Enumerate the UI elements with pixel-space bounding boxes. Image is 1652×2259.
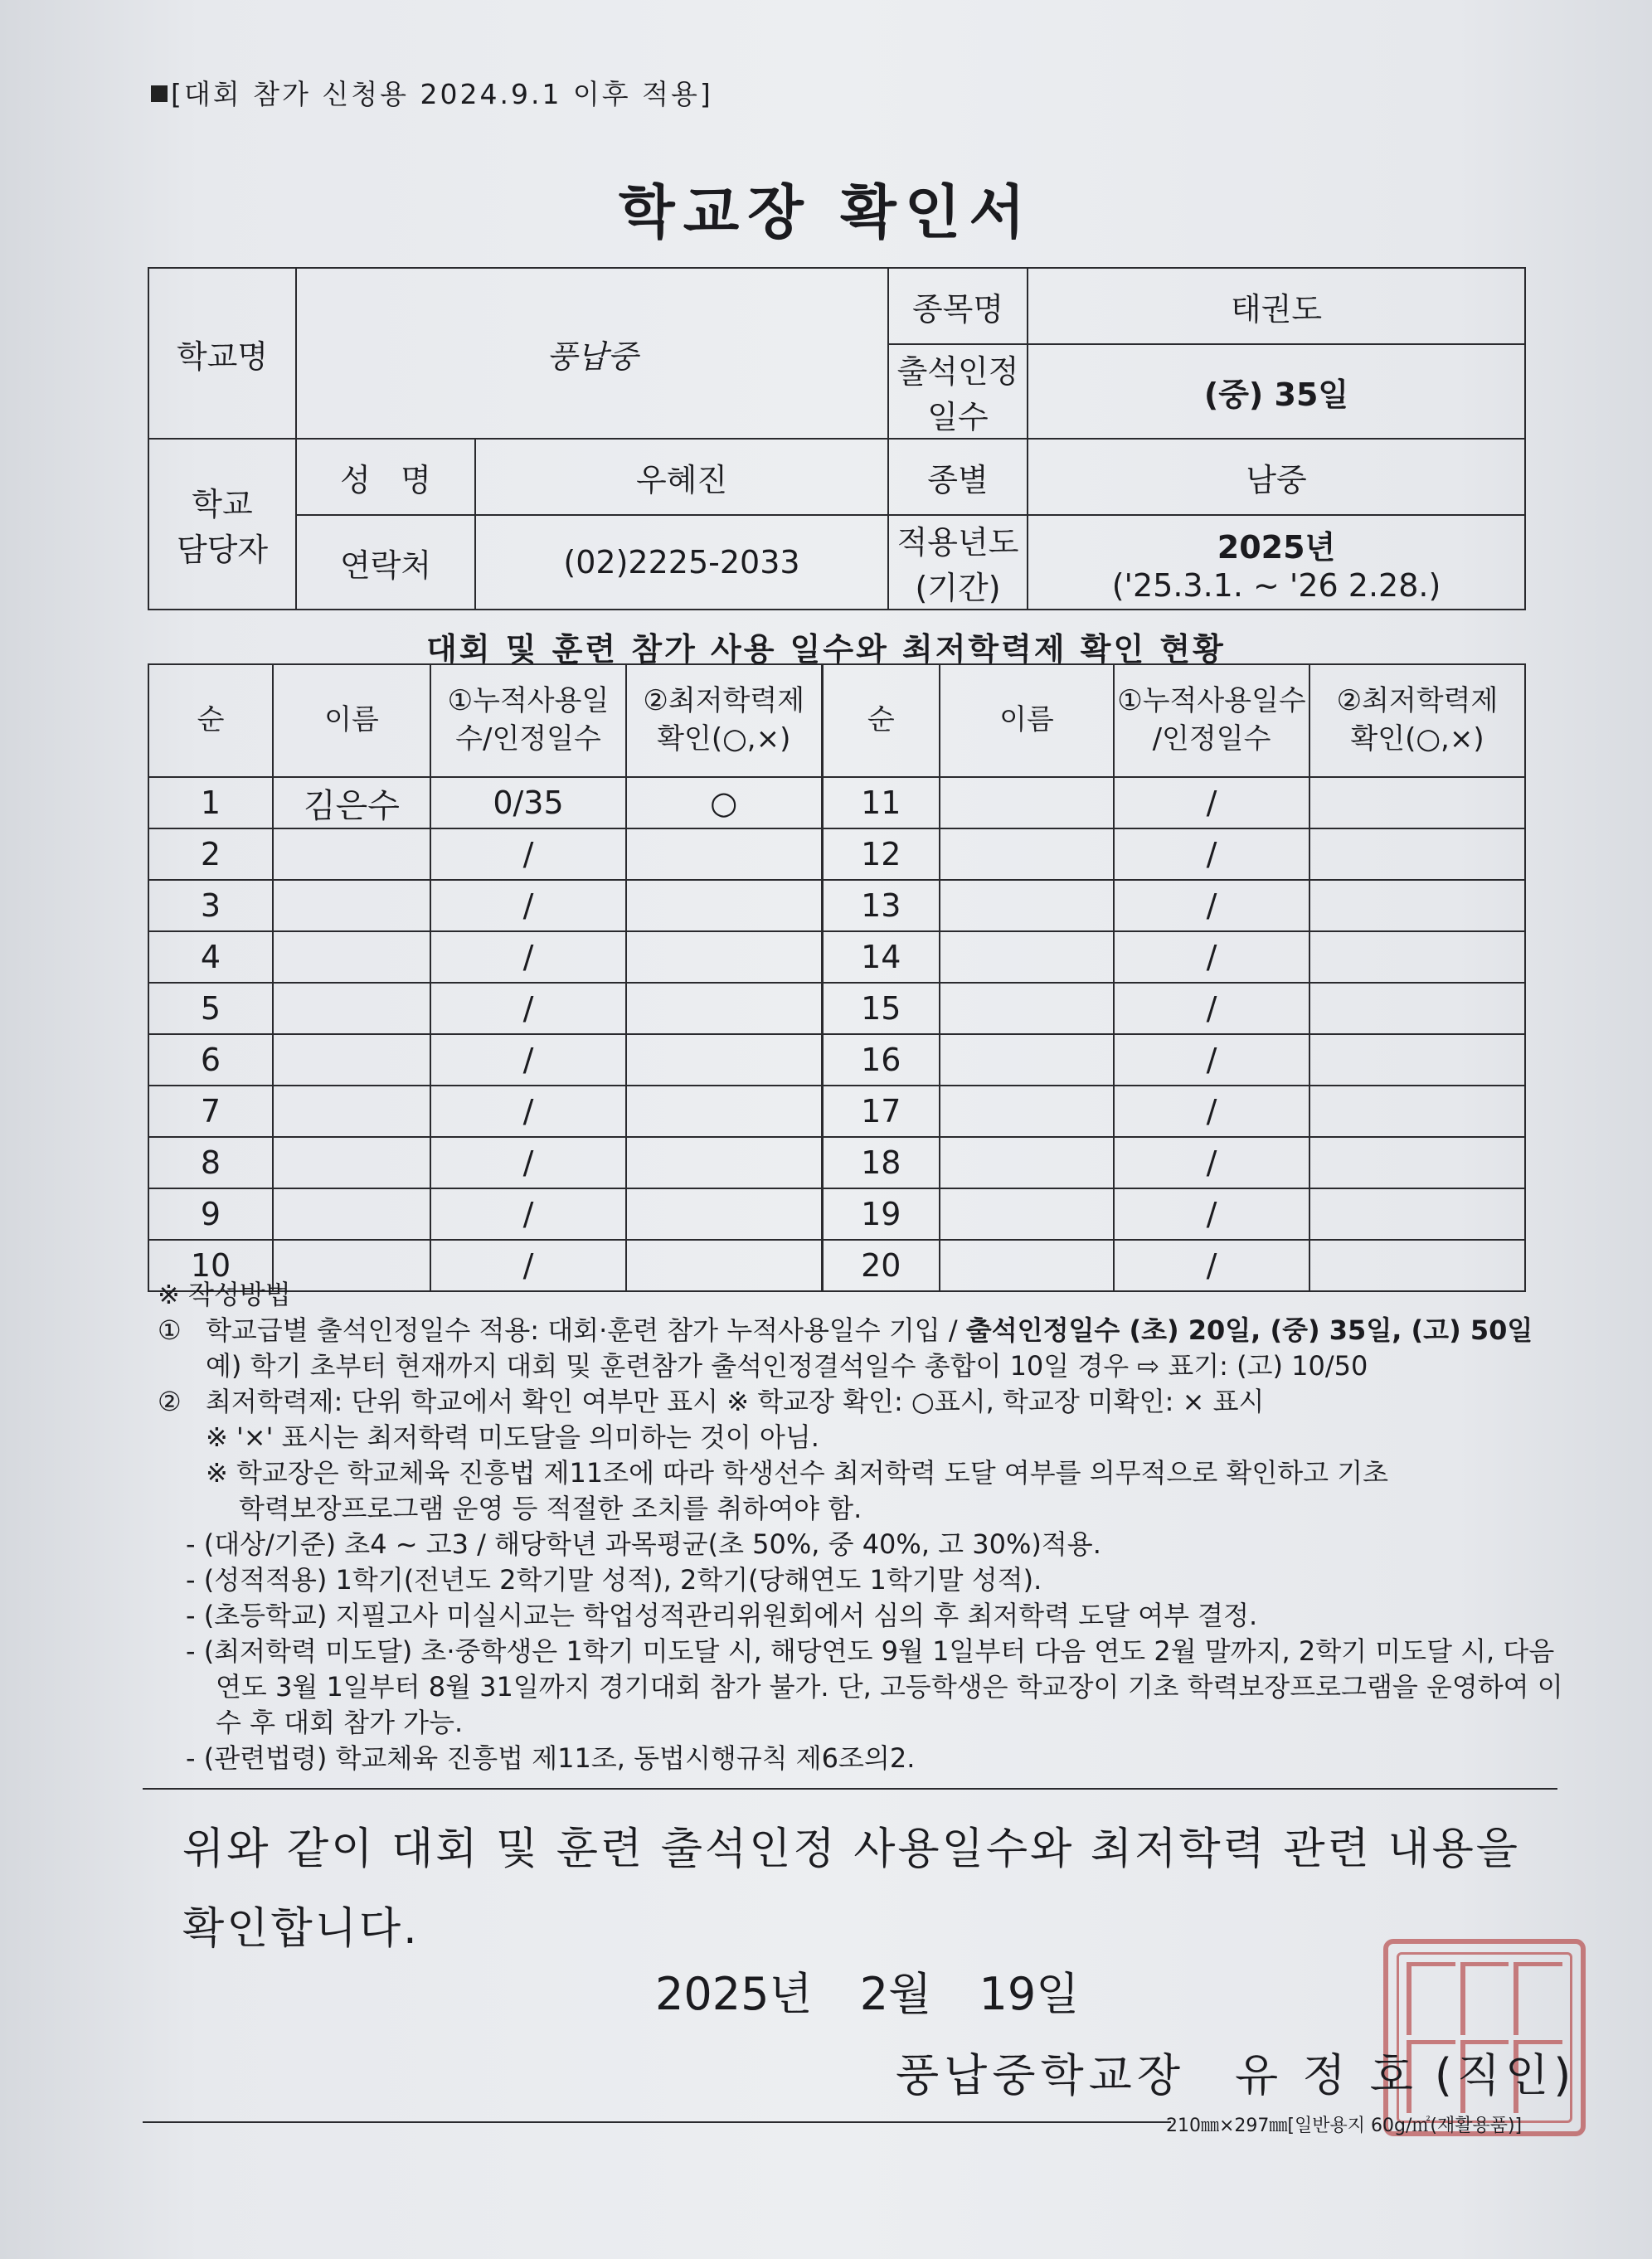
cumulative-days: / — [430, 1137, 626, 1188]
min-academic-check — [1309, 983, 1525, 1034]
min-academic-check — [1309, 1137, 1525, 1188]
row-no: 7 — [148, 1086, 273, 1137]
student-name — [273, 931, 430, 983]
cumulative-days: / — [430, 1240, 626, 1291]
cumulative-days: / — [430, 828, 626, 880]
student-name — [273, 1188, 430, 1240]
cumulative-days: / — [1114, 1034, 1309, 1086]
table-row — [148, 777, 1525, 828]
col-header-days: ①누적사용일 수/인정일수 — [430, 664, 626, 777]
student-name: 김은수 — [273, 777, 430, 828]
student-name — [940, 983, 1114, 1034]
student-name — [273, 880, 430, 931]
attendance-days-value: (중) 35일 — [1028, 344, 1525, 439]
status-section — [148, 663, 1524, 1292]
row-no: 19 — [822, 1188, 940, 1240]
col-header-name-right: 이름 — [940, 664, 1114, 777]
confirmation-text: 위와 같이 대회 및 훈련 출석인정 사용일수와 최저학력 관련 내용을 확인합니다. — [182, 1824, 1521, 1954]
cumulative-days: / — [1114, 1137, 1309, 1188]
min-academic-check — [626, 931, 822, 983]
note-2: ② 최저학력제: 단위 학교에서 확인 여부만 표시 ※ 학교장 확인: ○표시, 학교장 미확인: × 표시 — [158, 1386, 1265, 1417]
cumulative-days: / — [1114, 1188, 1309, 1240]
min-academic-check — [626, 983, 822, 1034]
row-no: 2 — [148, 828, 273, 880]
cumulative-days: / — [1114, 880, 1309, 931]
row-no: 3 — [148, 880, 273, 931]
table-row — [148, 1086, 1525, 1137]
row-no: 18 — [822, 1137, 940, 1188]
cumulative-days: / — [430, 931, 626, 983]
table-row — [148, 1188, 1525, 1240]
col-header-check-right: ②최저학력제 확인(○,×) — [1309, 664, 1525, 777]
cumulative-days: / — [1114, 931, 1309, 983]
note-1: ① 학교급별 출석인정일수 적용: 대회·훈련 참가 누적사용일수 기입 / 출석인정일수 (초) 20일, (중) 35일, (고) 50일 — [158, 1314, 1533, 1346]
instructions — [158, 1277, 1567, 1776]
min-academic-check — [626, 828, 822, 880]
row-no: 9 — [148, 1188, 273, 1240]
divider — [143, 1788, 1557, 1790]
student-name — [940, 931, 1114, 983]
cumulative-days: 0/35 — [430, 777, 626, 828]
school-name-value: 풍납중 — [296, 268, 888, 439]
student-name — [940, 828, 1114, 880]
row-no: 1 — [148, 777, 273, 828]
apply-year-value: 2025년 ('25.3.1. ~ '26 2.28.) — [1028, 515, 1525, 610]
header-notice: [대회 참가 신청용 2024.9.1 이후 적용] — [151, 73, 713, 112]
status-table — [148, 663, 1526, 1292]
detail-elementary: - (초등학교) 지필고사 미실시교는 학업성적관리위원회에서 심의 후 최저학력 도달 여부 결정. — [186, 1600, 1258, 1631]
student-name — [940, 1188, 1114, 1240]
page-title: 학교장 확인서 — [618, 178, 1034, 246]
student-name — [273, 828, 430, 880]
name-label: 성 명 — [296, 439, 475, 515]
row-no: 11 — [822, 777, 940, 828]
detail-grades: - (성적적용) 1학기(전년도 2학기말 성적), 2학기(당해연도 1학기말 성적). — [186, 1564, 1042, 1596]
name-value: 우혜진 — [475, 439, 888, 515]
student-name — [273, 1137, 430, 1188]
table-row — [148, 931, 1525, 983]
cumulative-days: / — [430, 1034, 626, 1086]
min-academic-check — [626, 1188, 822, 1240]
bottom-rule — [143, 2121, 1171, 2123]
min-academic-check — [626, 1137, 822, 1188]
row-no: 20 — [822, 1240, 940, 1291]
category-value: 남중 — [1028, 439, 1525, 515]
col-header-no-right: 순 — [822, 664, 940, 777]
col-header-days-right: ①누적사용일수 /인정일수 — [1114, 664, 1309, 777]
paper-spec: 210㎜×297㎜[일반용지 60g/㎡(재활용품)] — [1166, 2116, 1523, 2136]
student-name — [940, 1137, 1114, 1188]
row-no: 13 — [822, 880, 940, 931]
row-no: 5 — [148, 983, 273, 1034]
row-no: 8 — [148, 1137, 273, 1188]
student-name — [273, 1034, 430, 1086]
note-1-example: 예) 학기 초부터 현재까지 대회 및 훈련참가 출석인정결석일수 총합이 10일 경우 ⇨ 표기: (고) 10/50 — [206, 1350, 1368, 1382]
min-academic-check — [1309, 828, 1525, 880]
col-header-no: 순 — [148, 664, 273, 777]
row-no: 15 — [822, 983, 940, 1034]
min-academic-check — [626, 1034, 822, 1086]
phone-label: 연락처 — [296, 515, 475, 610]
row-no: 12 — [822, 828, 940, 880]
min-academic-check — [1309, 880, 1525, 931]
issue-date: 2025년 2월 19일 — [655, 1968, 1080, 2020]
table-row — [148, 1137, 1525, 1188]
table-row — [148, 983, 1525, 1034]
cumulative-days: / — [1114, 983, 1309, 1034]
cumulative-days: / — [430, 1086, 626, 1137]
event-value: 태권도 — [1028, 268, 1525, 344]
cumulative-days: / — [430, 1188, 626, 1240]
category-label: 종별 — [888, 439, 1028, 515]
student-name — [940, 1086, 1114, 1137]
row-no: 4 — [148, 931, 273, 983]
note-2b-cont: 학력보장프로그램 운영 등 적절한 조치를 취하여야 함. — [239, 1493, 862, 1524]
min-academic-check — [626, 880, 822, 931]
cumulative-days: / — [1114, 1086, 1309, 1137]
detail-law: - (관련법령) 학교체육 진흥법 제11조, 동법시행규칙 제6조의2. — [186, 1742, 916, 1774]
cumulative-days: / — [1114, 1240, 1309, 1291]
row-no: 17 — [822, 1086, 940, 1137]
student-name — [940, 880, 1114, 931]
attendance-days-label: 출석인정 일수 — [888, 344, 1028, 439]
row-no: 16 — [822, 1034, 940, 1086]
detail-not-reached: - (최저학력 미도달) 초·중학생은 1학기 미도달 시, 해당연도 9월 1일부터 다음 연도 2월 말까지, 2학기 미도달 시, 다음 연도 3월 1일부터 8월 31일까지 경기대회 참가 불가. 단, 고등학생은 학교장이 기초 학력보장프로그램을 운영하여 이수 후 대회 참가 가능. — [186, 1635, 1563, 1738]
row-no: 6 — [148, 1034, 273, 1086]
table-row — [148, 1034, 1525, 1086]
school-name-label: 학교명 — [148, 268, 296, 439]
row-no: 14 — [822, 931, 940, 983]
student-name — [273, 983, 430, 1034]
cumulative-days: / — [1114, 828, 1309, 880]
info-table — [148, 267, 1526, 610]
min-academic-check — [1309, 1086, 1525, 1137]
table-row — [148, 828, 1525, 880]
min-academic-check — [1309, 1188, 1525, 1240]
cumulative-days: / — [430, 880, 626, 931]
square-bullet-icon — [151, 85, 168, 102]
principal-signature: 풍납중학교장 유 정 호 (직인) — [896, 2049, 1577, 2101]
cumulative-days: / — [430, 983, 626, 1034]
info-section — [148, 267, 1524, 610]
instructions-heading: ※ 작성방법 — [158, 1279, 291, 1310]
min-academic-check: ○ — [626, 777, 822, 828]
note-2a: ※ '×' 표시는 최저학력 미도달을 의미하는 것이 아님. — [206, 1421, 819, 1453]
min-academic-check — [1309, 777, 1525, 828]
phone-value: (02)2225-2033 — [475, 515, 888, 610]
min-academic-check — [626, 1086, 822, 1137]
col-header-check: ②최저학력제 확인(○,×) — [626, 664, 822, 777]
student-name — [940, 777, 1114, 828]
note-2b: ※ 학교장은 학교체육 진흥법 제11조에 따라 학생선수 최저학력 도달 여부를 의무적으로 확인하고 기초 — [206, 1457, 1389, 1489]
table-row — [148, 880, 1525, 931]
status-table-body — [148, 777, 1525, 1291]
event-label: 종목명 — [888, 268, 1028, 344]
official-seal-stamp — [1383, 1939, 1586, 2136]
min-academic-check — [1309, 931, 1525, 983]
min-academic-check — [1309, 1034, 1525, 1086]
col-header-name: 이름 — [273, 664, 430, 777]
status-section-title: 대회 및 훈련 참가 사용 일수와 최저학력제 확인 현황 — [426, 631, 1226, 668]
student-name — [273, 1086, 430, 1137]
contact-person-label: 학교 담당자 — [148, 439, 296, 610]
detail-target: - (대상/기준) 초4 ~ 고3 / 해당학년 과목평균(초 50%, 중 40%, 고 30%)적용. — [186, 1528, 1101, 1560]
cumulative-days: / — [1114, 777, 1309, 828]
apply-year-label: 적용년도 (기간) — [888, 515, 1028, 610]
student-name — [940, 1034, 1114, 1086]
row-no: 10 — [148, 1240, 273, 1291]
